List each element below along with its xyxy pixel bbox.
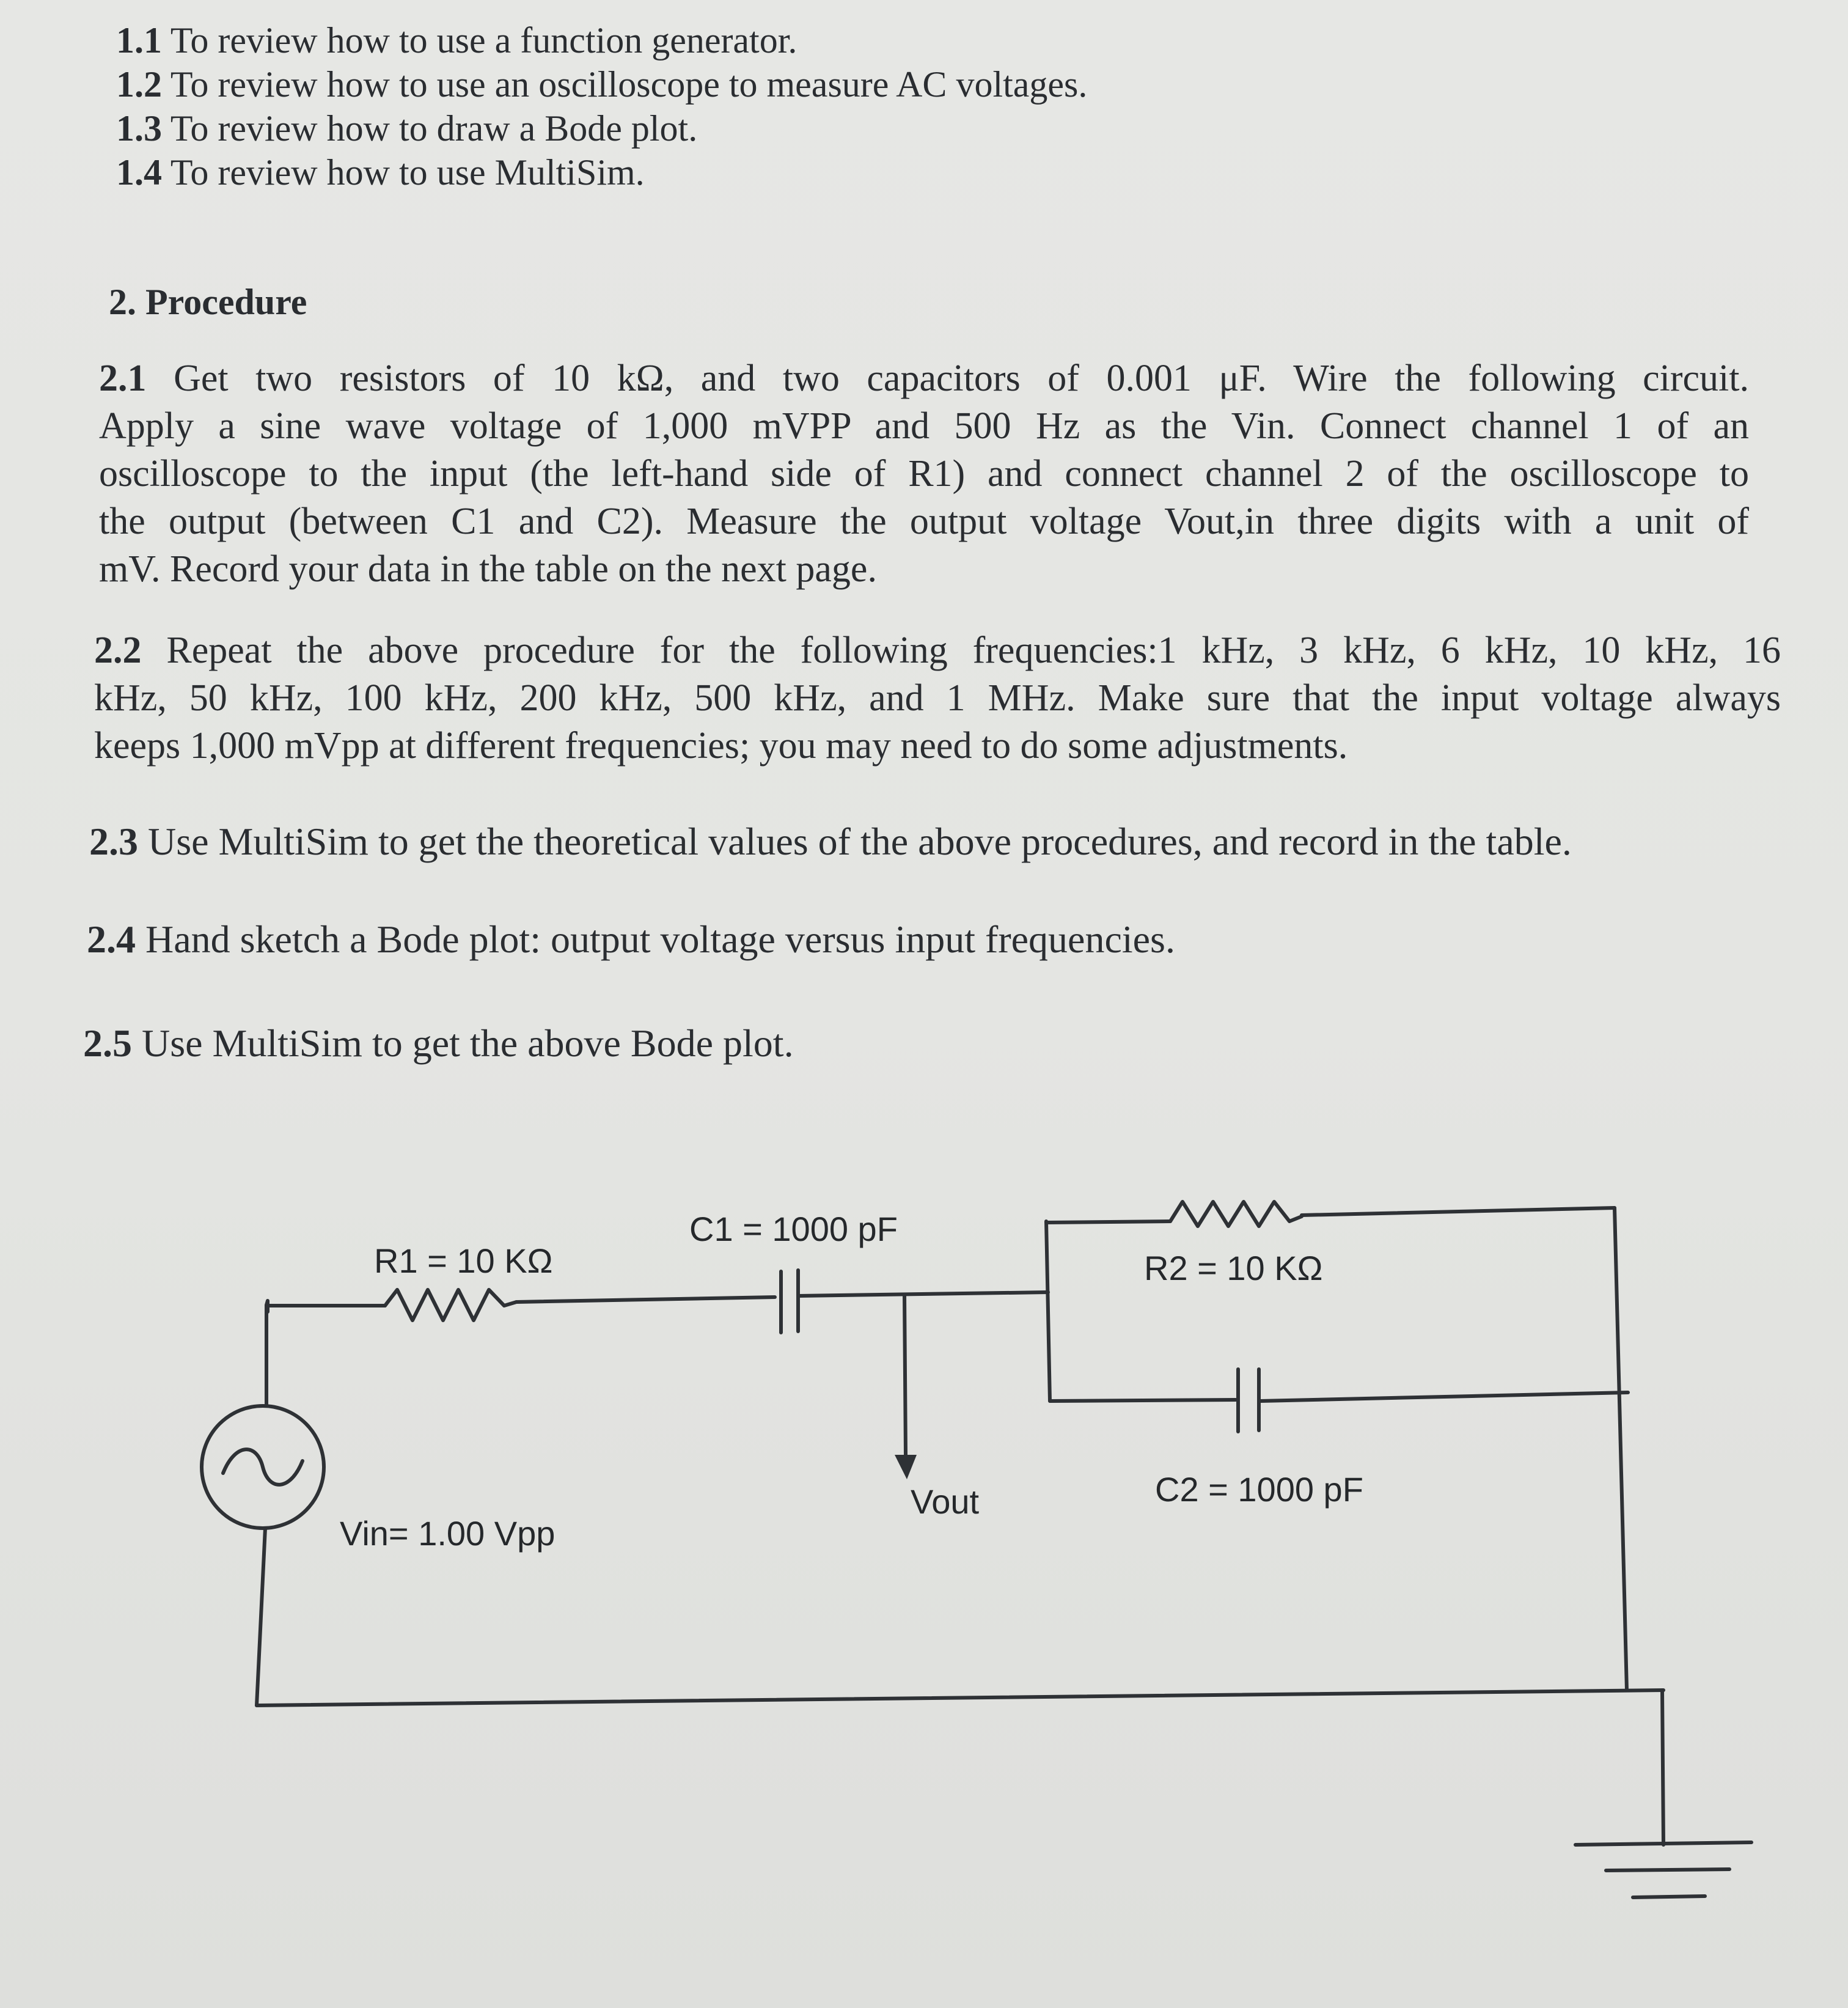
ground-line-2: [1606, 1869, 1729, 1870]
objective-item: 1.2 To review how to use an oscilloscope to measure AC voltages.: [116, 64, 1088, 105]
c2-label: C2 = 1000 pF: [1155, 1470, 1363, 1509]
objective-item: 1.4 To review how to use MultiSim.: [116, 152, 645, 193]
wire-parallel-left: [1046, 1221, 1050, 1401]
sine-icon: [223, 1449, 302, 1485]
step-line: 2.1 Get two resistors of 10 kΩ, and two capacitors of 0.001 μF. Wire the following circuit.: [99, 358, 1750, 399]
wire-to-r2: [1046, 1221, 1170, 1223]
resistor-r1: [385, 1290, 516, 1320]
wire-ground: [1662, 1690, 1663, 1845]
objective-item: 1.1 To review how to use a function generator.: [116, 20, 798, 61]
wire-parallel-right: [1615, 1208, 1627, 1690]
r2-label: R2 = 10 KΩ: [1144, 1249, 1323, 1287]
wire-bottom: [257, 1690, 1663, 1705]
vout-arrow-icon: [895, 1455, 917, 1479]
vin-label: Vin= 1.00 Vpp: [340, 1514, 556, 1553]
c1-label: C1 = 1000 pF: [689, 1210, 898, 1248]
vout-label: Vout: [911, 1482, 980, 1521]
wire-c2-right: [1260, 1392, 1628, 1401]
wire-vout-tap: [904, 1295, 906, 1455]
ground-line-3: [1633, 1896, 1705, 1897]
wire-r2-right: [1302, 1208, 1615, 1215]
step-line: Apply a sine wave voltage of 1,000 mVPP and 500 Hz as the Vin. Connect channel 1 of an: [99, 405, 1749, 447]
step-2-5: 2.5 Use MultiSim to get the above Bode plot.: [83, 1021, 794, 1065]
step-line: mV. Record your data in the table on the next page.: [99, 548, 877, 590]
resistor-r2: [1170, 1202, 1302, 1226]
step-line: the output (between C1 and C2). Measure the output voltage Vout,in three digits with a unit of: [99, 501, 1749, 542]
step-line: keeps 1,000 mVpp at different frequencies; you may need to do some adjustments.: [94, 725, 1348, 767]
ground-line-1: [1575, 1842, 1751, 1845]
wire-c1-node: [798, 1292, 1048, 1296]
wire-left-vertical-bottom: [257, 1528, 265, 1705]
step-line: oscilloscope to the input (the left-hand side of R1) and connect channel 2 of the oscilloscope to: [99, 453, 1749, 495]
procedure-heading: 2. Procedure: [109, 282, 307, 322]
step-2-4: 2.4 Hand sketch a Bode plot: output voltage versus input frequencies.: [87, 918, 1175, 961]
objective-item: 1.3 To review how to draw a Bode plot.: [116, 108, 698, 149]
step-2-3: 2.3 Use MultiSim to get the theoretical values of the above procedures, and record in the table.: [89, 820, 1572, 863]
wire-to-c2: [1050, 1400, 1236, 1401]
r1-label: R1 = 10 KΩ: [374, 1241, 553, 1280]
step-line: kHz, 50 kHz, 100 kHz, 200 kHz, 500 kHz, and 1 MHz. Make sure that the input voltage always: [94, 677, 1781, 719]
wire-r1-c1: [516, 1297, 775, 1302]
step-line: 2.2 Repeat the above procedure for the following frequencies:1 kHz, 3 kHz, 6 kHz, 10 kHz, 16: [94, 630, 1781, 671]
